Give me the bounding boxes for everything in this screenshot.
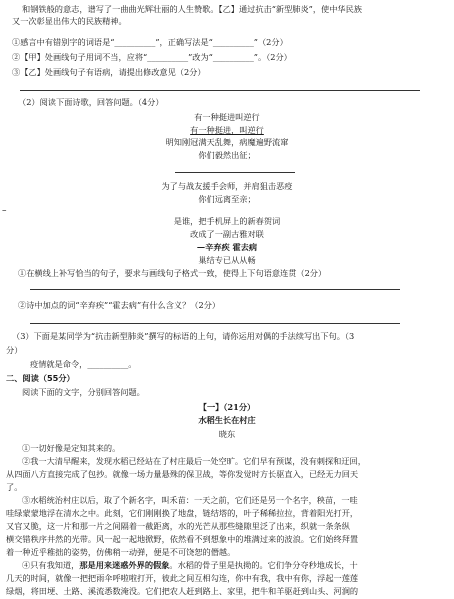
poem-line: 改成了一副古雅对联: [190, 229, 264, 239]
paragraph-3-line: 又官又脆，这一片和那一片之间隔着一截距离，水的光芒从那些缝隙里泛了出来，织就一条条纵: [6, 521, 350, 531]
paragraph-4-line: 几天的时间，就像一把把雨伞呼啦啦打开，彼此之间互相勾连，你中有我，我中有你，浮起一莲莲: [6, 573, 359, 583]
section-3-line-1: （3）下面是某同学为“抗击新型肺炎”撰写的标语的上句，请你运用对偶的手法续写出下句。（3: [12, 331, 355, 341]
paragraph-3-line: 着一种近乎稚拙的姿势，仿佛稍一动弹，便是不可饶恕的僭越。: [6, 547, 236, 557]
poem-line: 是谁，把手机屏上的新春贺词: [173, 216, 281, 226]
subquestion-2: ②诗中加点的词“辛弃疾”“霍去病”有什么含义？（2分）: [18, 300, 221, 310]
answer-line: [20, 90, 420, 91]
poem-line: 明知刚冠满天乱舞，病魔遍野流窜: [165, 137, 289, 147]
paragraph-3-line: 哇绿蒙蒙地浮在清水之中。此刻，它们刚刚换了地盘，链结塔的，叶子稀稀拉拉，背着阳光打开，: [6, 508, 359, 518]
paragraph-4-line: 绿烟，将田埂、土路、溪流悉数淹没。它们把农人赶到路上、家里，把牛和羊驱赶到山头、河涧的: [6, 586, 359, 596]
reading-section-title: 二、阅读（55分）: [6, 373, 75, 383]
question-1-3: ③【乙】处画线句子有语病，请提出修改意见（2分）: [12, 67, 206, 77]
section-2-header: （2）阅读下面诗歌，回答问题。（4分）: [18, 97, 164, 107]
answer-line: [30, 323, 400, 324]
paragraph-2-line: ②我一大清早醒来，发现水稻已经站在了村庄最后一处空旷。它们早有预谋，没有刺探和迂回，: [22, 456, 366, 466]
paragraph-4-lead: ④只有我知道，: [22, 560, 80, 570]
paragraph-4-emphasis: 那是用来迷惑外界的假象: [79, 560, 170, 570]
reading-instruction: 阅读下面的文字，分别回答问题。: [22, 387, 145, 397]
poem-blank-line: [175, 172, 295, 173]
poem-line: 你们远离至亲；: [198, 194, 256, 204]
poem-title: 有一种挺进叫逆行: [194, 112, 260, 122]
poem-line: 你们毅然出征；: [198, 150, 256, 160]
article-title: 水稻生长在村庄: [198, 415, 256, 425]
paragraph-2-line: 从四面八方直接完成了包抄。就像一场力量悬殊的保卫战，等你发觉时方长驱直入，已经无力回天: [6, 469, 359, 479]
slogan-prompt: 疫情就是命令，__________。: [30, 359, 137, 369]
margin-mark: –: [2, 206, 7, 216]
question-1-2: ②【甲】处画线句子用词不当，应将“__________”改为“__________”。（2分）: [12, 52, 292, 62]
poem-line: 巢结专已从从畅: [198, 255, 256, 265]
poem-line: 为了与战友援手会师，并肩狙击恶疫: [161, 181, 293, 191]
intro-line-1: 和钢铁般的意志，谱写了一曲曲光辉壮丽的人生赞歌。【乙】通过抗击“新型肺炎”，使中华民族: [22, 4, 362, 14]
part-heading: 【一】（21分）: [198, 402, 256, 412]
paragraph-3-line: 横交错秩序井然的光带。风一起一起地掀野，依然看不到想象中的堆满过来的波浪。它们始终拜置: [6, 534, 359, 544]
subquestion-1: ①在横线上补写恰当的句子，要求与画线句子格式一致，使得上下句语意连贯（2分）: [18, 268, 327, 278]
poem-couplet: —辛弃疾 霍去病: [196, 242, 258, 252]
poem-line-underlined: 有一种挺进，叫逆行: [190, 125, 264, 135]
paragraph-1: ①一切好像是定知其来的。: [22, 443, 121, 453]
intro-line-2: 又一次彰显出伟大的民族精神。: [12, 16, 127, 26]
paragraph-2-line: 了。: [6, 482, 23, 492]
question-1-1: ①感言中有错别字的词语是“__________”，正确写法是“__________”（2分）: [12, 37, 288, 47]
answer-line: [30, 289, 400, 290]
paragraph-4-rest: 。水稻的骨子里是执拗的。它们争分夺秒地成长，十: [169, 560, 358, 570]
article-author: 晓东: [218, 429, 236, 439]
paragraph-4-line: [22, 560, 358, 570]
paragraph-3-line: ③水稻统治村庄以后，取了个新名字，叫禾苗：一天之前，它们还是另一个名字，秧苗，一哇: [22, 495, 358, 505]
section-3-line-2: 分）: [6, 345, 23, 355]
